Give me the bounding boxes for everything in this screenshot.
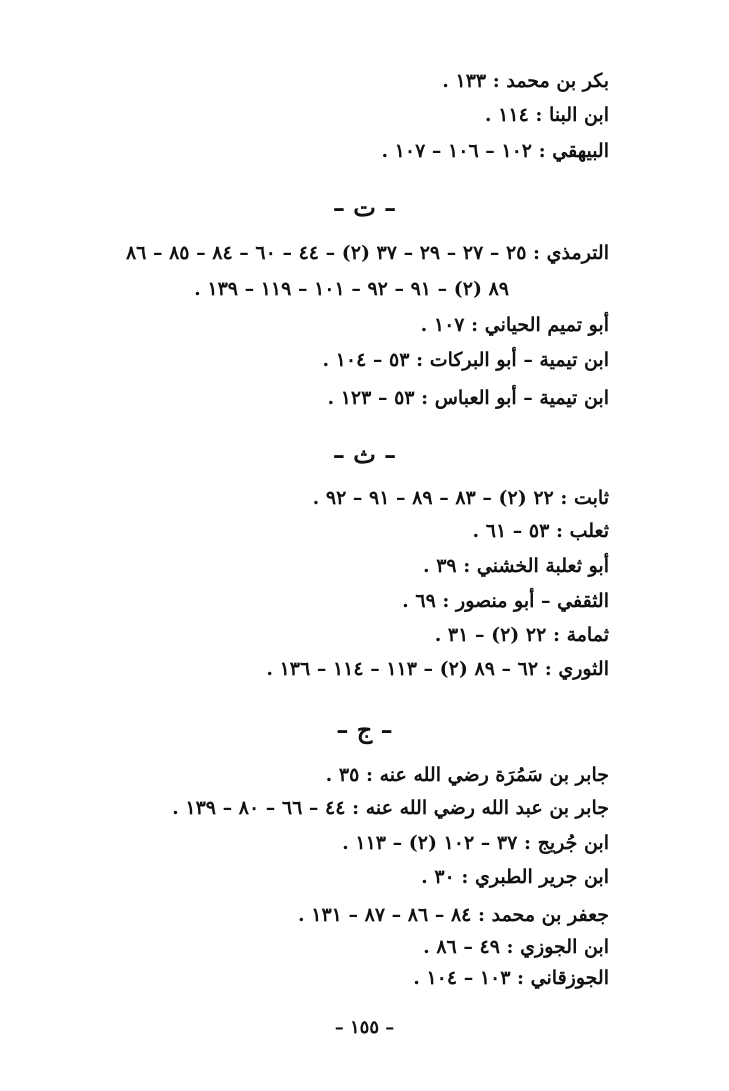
index-entry: ابن الجوزي : ٤٩ – ٨٦ . [423, 936, 609, 958]
index-entry: ثابت : ٢٢ (٢) – ٨٣ – ٨٩ – ٩١ – ٩٢ . [312, 487, 609, 509]
index-entry: جعفر بن محمد : ٨٤ – ٨٦ – ٨٧ – ١٣١ . [298, 904, 609, 926]
index-entry: ابن البنا : ١١٤ . [484, 104, 609, 126]
index-entry: ابن تيمية – أبو العباس : ٥٣ – ١٢٣ . [327, 387, 609, 409]
index-entry: ابن جرير الطبري : ٣٠ . [421, 866, 609, 888]
index-entry: ثمامة : ٢٢ (٢) – ٣١ . [434, 624, 609, 646]
index-entry: ثعلب : ٥٣ – ٦١ . [472, 520, 609, 542]
index-entry: جابر بن عبد الله رضي الله عنه : ٤٤ – ٦٦ – ٨٠ – ١٣٩ . [172, 797, 609, 819]
index-entry: الثوري : ٦٢ – ٨٩ (٢) – ١١٣ – ١١٤ – ١٣٦ . [266, 658, 609, 680]
index-entry: أبو ثعلبة الخشني : ٣٩ . [422, 555, 609, 577]
index-entry: بكر بن محمد : ١٣٣ . [442, 70, 609, 92]
index-entry: الثقفي – أبو منصور : ٦٩ . [402, 590, 609, 612]
index-entry: ابن تيمية – أبو البركات : ٥٣ – ١٠٤ . [322, 349, 609, 371]
section-heading-tha: – ث – [332, 440, 397, 469]
index-entry: الترمذي : ٢٥ – ٢٧ – ٢٩ – ٣٧ (٢) – ٤٤ – ٦٠ – ٨٤ – ٨٥ – ٨٦ [125, 242, 609, 264]
index-entry: البيهقي : ١٠٢ – ١٠٦ – ١٠٧ . [381, 140, 609, 162]
index-entry: ابن جُريج : ٣٧ – ١٠٢ (٢) – ١١٣ . [342, 832, 609, 854]
section-heading-jim: – ج – [336, 715, 393, 744]
index-entry: أبو تميم الحياني : ١٠٧ . [420, 314, 609, 336]
section-heading-ta: – ت – [332, 193, 397, 222]
index-entry-continuation: ٨٩ (٢) – ٩١ – ٩٢ – ١٠١ – ١١٩ – ١٣٩ . [194, 278, 509, 300]
index-entry: جابر بن سَمُرَة رضي الله عنه : ٣٥ . [325, 764, 609, 786]
index-entry: الجوزقاني : ١٠٣ – ١٠٤ . [413, 967, 609, 989]
page-number: – ١٥٥ – [334, 1017, 395, 1038]
